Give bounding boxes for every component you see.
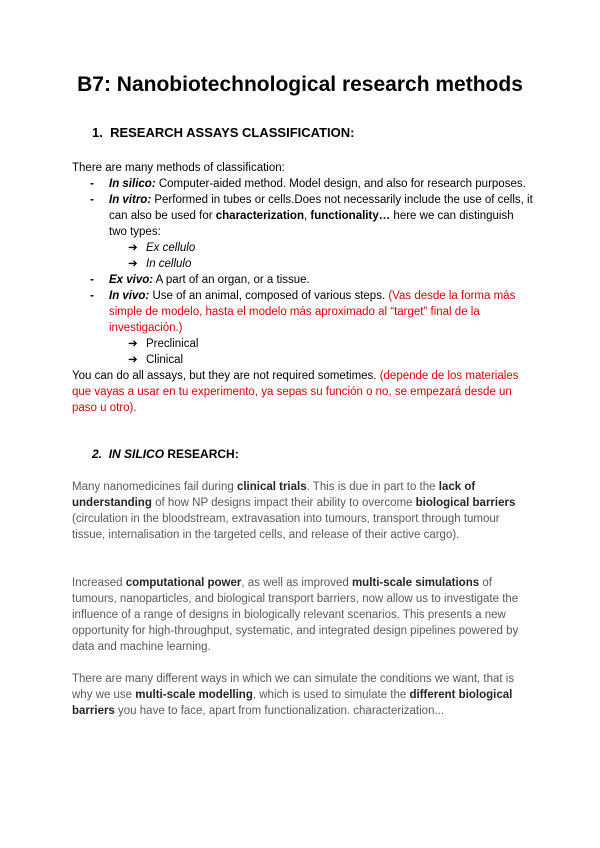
p1-text: Many nanomedicines fail during (72, 481, 237, 493)
p2-text: , as well as improved (241, 577, 352, 589)
p2-text: Increased (72, 577, 126, 589)
arrow-icon: ➔ (128, 338, 138, 350)
in-vitro-sep: , (303, 210, 311, 222)
sublist-item (72, 240, 534, 256)
section-2-paragraph-3 (72, 671, 534, 719)
list-item-in-vitro (72, 192, 534, 272)
section-2-title-rest: RESEARCH: (164, 447, 239, 461)
sublist-item (72, 256, 534, 272)
in-vitro-bold-functionality: functionality… (310, 210, 391, 222)
p2-text: of tumours, nanoparticles, and biological transport barriers, now allow us to investigate the influence of a range of designs in biologically relevant scenarios. This presents a new opportunity for high-throughput, systematic, and integrated design pipelines powered by data and machine learning. (72, 577, 519, 653)
in-vitro-sublist (72, 240, 534, 272)
section-1-number: 1. (92, 125, 103, 140)
list-item-in-silico (72, 176, 534, 192)
p3-bold: multi-scale modelling (135, 689, 253, 701)
sub-preclinical: Preclinical (146, 338, 199, 350)
sub-clinical: Clinical (146, 354, 184, 366)
section-1-heading (92, 124, 354, 141)
sub-ex-cellulo: Ex cellulo (146, 242, 196, 254)
section-2-title-italic: IN SILICO (108, 447, 165, 461)
section-2-number: 2. (92, 447, 103, 461)
list-item-ex-vivo (72, 272, 534, 288)
p3-text: , which is used to simulate the (252, 689, 410, 701)
p1-text: . This is due in part to the (306, 481, 439, 493)
p3-bold: different biological barriers (72, 689, 513, 717)
section-1-title: RESEARCH ASSAYS CLASSIFICATION: (110, 125, 355, 140)
p1-bold: lack of understanding (72, 481, 476, 509)
outro-text: You can do all assays, but they are not required sometimes. (72, 370, 380, 382)
term-in-vivo: In vivo: (109, 290, 150, 302)
p1-text: (circulation in the bloodstream, extravasation into tumours, transport through tumour tissue, internalisation in the targeted cells, and release of their active cargo). (72, 513, 500, 541)
p3-text: There are many different ways in which we can simulate the conditions we want, that is why we use (72, 673, 515, 701)
in-vivo-note-red: (Vas desde la forma más simple de modelo, hasta el modelo más aproximado al “target” final de la investigación.) (109, 290, 516, 334)
p1-text: of how NP designs impact their ability to overcome (151, 497, 416, 509)
section-2-heading (92, 446, 239, 463)
in-vitro-text-a: Performed in tubes or cells.Does not necessarily include the use of cells, it can also be used for (109, 194, 533, 222)
p1-bold: clinical trials (236, 481, 307, 493)
term-in-vitro: In vitro: (109, 194, 152, 206)
page-title: B7: Nanobiotechnological research methods (77, 73, 523, 96)
term-in-silico: In silico: (109, 178, 156, 190)
term-ex-vivo: Ex vivo: (109, 274, 154, 286)
section-2-paragraph-2 (72, 575, 534, 655)
arrow-icon: ➔ (128, 242, 138, 254)
sublist-item (72, 352, 534, 368)
arrow-icon: ➔ (128, 354, 138, 366)
dash-bullet: - (90, 274, 94, 286)
section-1-outro (72, 368, 534, 416)
p2-bold: multi-scale simulations (351, 577, 480, 589)
section-2-paragraph-1 (72, 479, 534, 543)
in-silico-text: Computer-aided method. Model design, and also for research purposes. (155, 178, 526, 190)
arrow-icon: ➔ (128, 258, 138, 270)
ex-vivo-text: A part of an organ, or a tissue. (153, 274, 310, 286)
list-item-in-vivo (72, 288, 534, 368)
section-1-body (72, 160, 534, 416)
classification-list (72, 176, 534, 368)
p3-text: you have to face, apart from functionalization. characterization... (114, 705, 445, 717)
sublist-item (72, 336, 534, 352)
dash-bullet: - (90, 178, 94, 190)
in-vivo-text: Use of an animal, composed of various steps. (149, 290, 389, 302)
sub-in-cellulo: In cellulo (146, 258, 192, 270)
in-vitro-bold-characterization: characterization (215, 210, 304, 222)
dash-bullet: - (90, 290, 94, 302)
outro-note-red: (depende de los materiales que vayas a usar en tu experimento, ya sepas su función o no, se empezará desde un paso u otro). (72, 370, 519, 414)
dash-bullet: - (90, 194, 94, 206)
in-vivo-sublist (72, 336, 534, 368)
section-1-intro: There are many methods of classification: (72, 162, 285, 174)
p1-bold: biological barriers (415, 497, 516, 509)
in-vitro-text-b: here we can distinguish two types: (109, 210, 514, 238)
p2-bold: computational power (125, 577, 242, 589)
